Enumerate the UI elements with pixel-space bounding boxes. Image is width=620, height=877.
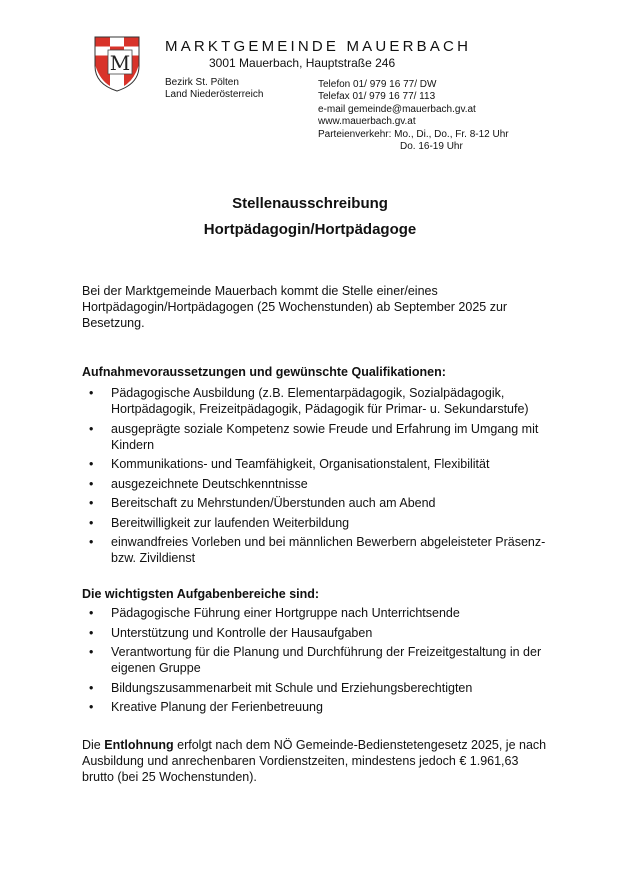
website: www.mauerbach.gv.at <box>318 116 416 128</box>
fax: Telefax 01/ 979 16 77/ 113 <box>318 91 436 103</box>
district-info <box>165 77 263 101</box>
intro-paragraph: Bei der Marktgemeinde Mauerbach kommt die Stelle einer/eines Hortpädagogin/Hortpädagogen (25 Wochenstunden) ab September 2025 zur Besetzung. <box>82 284 508 330</box>
list-item: • Verantwortung für die Planung und Durchführung der Freizeitgestaltung in der eigenen Gruppe <box>82 644 552 676</box>
crest-letter: M <box>109 51 131 75</box>
document-title: Stellenausschreibung <box>232 195 388 212</box>
list-item: • Kreative Planung der Ferienbetreuung <box>82 699 552 715</box>
phone: Telefon 01/ 979 16 77/ DW <box>318 79 437 90</box>
tasks-list <box>82 605 552 719</box>
list-item: • Bereitschaft zu Mehrstunden/Überstunden auch am Abend <box>82 495 552 511</box>
state: Land Niederösterreich <box>165 89 264 100</box>
contact-block <box>318 79 509 153</box>
office-hours-line-1: Parteienverkehr: Mo., Di., Do., Fr. 8-12 Uhr <box>318 128 509 140</box>
municipality-name: MARKTGEMEINDE MAUERBACH <box>165 38 472 55</box>
list-item: • Kommunikations- und Teamfähigkeit, Organisationstalent, Flexibilität <box>82 456 552 472</box>
salary-prefix: Die <box>82 738 105 752</box>
list-item: • Pädagogische Ausbildung (z.B. Elementarpädagogik, Sozialpädagogik, Hortpädagogik, Freizeitpädagogik, Pädagogik für Primar- u. Sekundarstufe) <box>82 385 552 417</box>
list-item: • Unterstützung und Kontrolle der Hausaufgaben <box>82 625 552 641</box>
municipality-address: 3001 Mauerbach, Hauptstraße 246 <box>209 56 396 70</box>
list-item: • einwandfreies Vorleben und bei männlichen Bewerbern abgeleisteter Präsenz- bzw. Zivildienst <box>82 534 552 566</box>
salary-text: erfolgt nach dem NÖ Gemeinde-Bedienstetengesetz 2025, je nach Ausbildung und anrechenbaren Vordienstzeiten, mindestens jedoch € 1.961,63 brutto (bei 25 Wochenstunden). <box>82 738 547 784</box>
salary-paragraph <box>82 737 552 785</box>
list-item: • ausgezeichnete Deutschkenntnisse <box>82 476 552 492</box>
requirements-heading: Aufnahmevoraussetzungen und gewünschte Qualifikationen: <box>82 365 446 379</box>
municipality-crest-logo <box>94 36 140 92</box>
office-hours-line-2: Do. 16-19 Uhr <box>400 141 463 153</box>
list-item: • Bereitwilligkeit zur laufenden Weiterbildung <box>82 515 552 531</box>
list-item: • ausgeprägte soziale Kompetenz sowie Freude und Erfahrung im Umgang mit Kindern <box>82 421 552 453</box>
list-item: • Bildungszusammenarbeit mit Schule und Erziehungsberechtigten <box>82 680 552 696</box>
district: Bezirk St. Pölten <box>165 77 239 88</box>
requirements-list <box>82 385 552 570</box>
job-title: Hortpädagogin/Hortpädagoge <box>203 221 417 238</box>
tasks-heading: Die wichtigsten Aufgabenbereiche sind: <box>82 587 320 601</box>
list-item: • Pädagogische Führung einer Hortgruppe nach Unterrichtsende <box>82 605 552 621</box>
salary-keyword: Entlohnung <box>104 738 174 752</box>
email: e-mail gemeinde@mauerbach.gv.at <box>318 103 476 115</box>
